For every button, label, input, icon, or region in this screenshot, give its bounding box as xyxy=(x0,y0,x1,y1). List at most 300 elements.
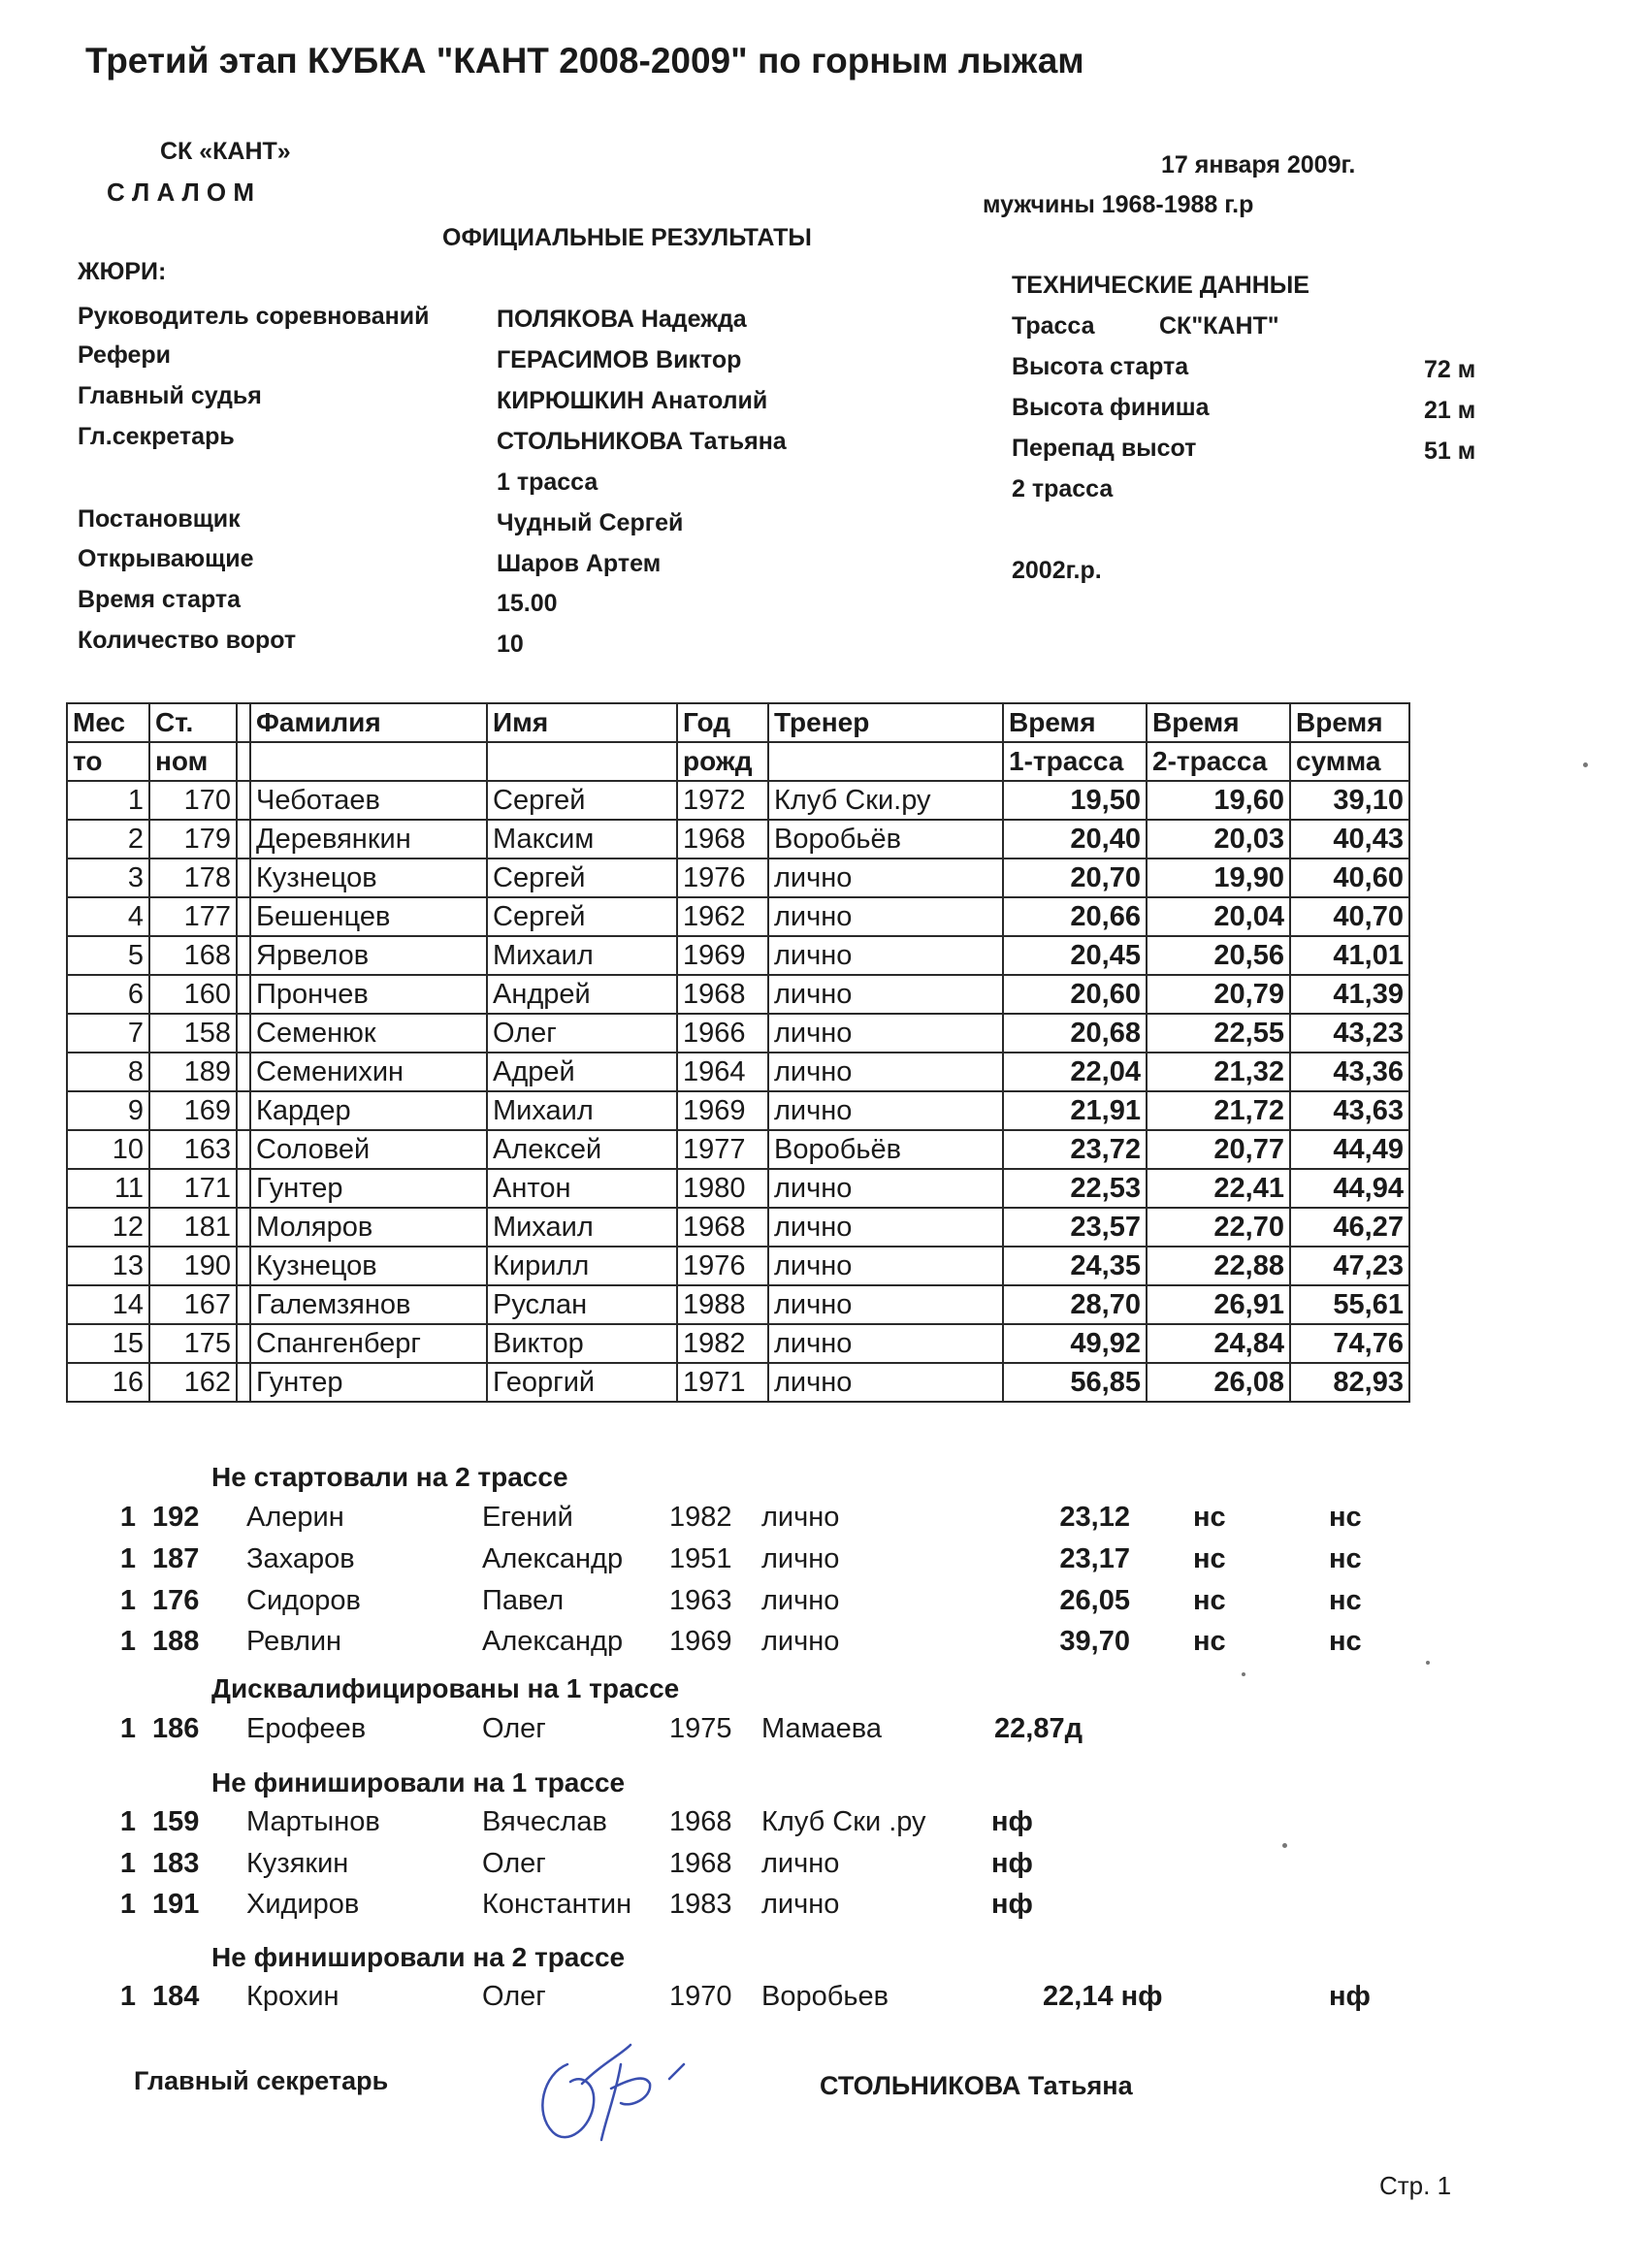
table-cell: 10 xyxy=(67,1130,149,1169)
table-row xyxy=(67,1091,1409,1130)
table-header-row xyxy=(67,703,1409,742)
table-cell: 1966 xyxy=(677,1014,768,1053)
section-cell: Егений xyxy=(482,1502,573,1533)
section-cell: 1969 xyxy=(669,1626,732,1657)
table-cell: Максим xyxy=(487,820,677,859)
table-row xyxy=(67,1363,1409,1402)
table-cell: Кузнецов xyxy=(250,1247,487,1285)
table-row xyxy=(67,1014,1409,1053)
track-label: Трасса xyxy=(1012,312,1095,340)
section-cell: 192 xyxy=(152,1502,200,1533)
section-cell: 1968 xyxy=(669,1806,732,1837)
table-cell: Гунтер xyxy=(250,1363,487,1402)
section-cell: 1968 xyxy=(669,1848,732,1879)
section-cell: Константин xyxy=(482,1889,632,1920)
scan-speck xyxy=(1426,1661,1430,1665)
table-cell: Сергей xyxy=(487,781,677,820)
official-results-heading: ОФИЦИАЛЬНЫЕ РЕЗУЛЬТАТЫ xyxy=(442,224,812,251)
section-row xyxy=(0,1889,1649,1929)
table-cell: Кардер xyxy=(250,1091,487,1130)
section-cell: Воробьев xyxy=(761,1981,889,2012)
section-cell: 1 xyxy=(119,1806,136,1837)
jury-label: Рефери xyxy=(78,341,172,369)
run2-label: 2 трасса xyxy=(1012,475,1114,502)
table-cell: лично xyxy=(768,1363,1003,1402)
section-cell: Олег xyxy=(482,1981,546,2012)
footer-secretary-label: Главный секретарь xyxy=(134,2066,389,2095)
table-cell: Соловей xyxy=(250,1130,487,1169)
table-cell: лично xyxy=(768,1208,1003,1247)
table-cell: 170 xyxy=(149,781,237,820)
section-row xyxy=(0,1981,1649,2022)
table-cell xyxy=(487,742,677,781)
table-cell: Георгий xyxy=(487,1363,677,1402)
scan-speck xyxy=(1282,1843,1287,1848)
table-cell: 20,79 xyxy=(1147,975,1290,1014)
table-row xyxy=(67,1247,1409,1285)
table-cell: 20,68 xyxy=(1003,1014,1147,1053)
table-cell: 4 xyxy=(67,897,149,936)
section-cell: 1 xyxy=(119,1626,136,1657)
page-number: Стр. 1 xyxy=(1379,2171,1452,2200)
section-cell: 188 xyxy=(152,1626,200,1657)
section-cell: 1 xyxy=(119,1981,136,2012)
table-cell: Галемзянов xyxy=(250,1285,487,1324)
table-cell: 43,36 xyxy=(1290,1053,1409,1091)
section-cell: нс xyxy=(1329,1626,1362,1657)
table-cell: лично xyxy=(768,1014,1003,1053)
table-cell: Чеботаев xyxy=(250,781,487,820)
table-cell: 43,63 xyxy=(1290,1091,1409,1130)
table-cell: 160 xyxy=(149,975,237,1014)
tech-value: 72 м xyxy=(1424,356,1476,383)
table-cell: 189 xyxy=(149,1053,237,1091)
jury-label: Главный судья xyxy=(78,382,262,409)
table-cell: 44,49 xyxy=(1290,1130,1409,1169)
table-cell: 20,40 xyxy=(1003,820,1147,859)
section-cell: 1 xyxy=(119,1543,136,1574)
table-cell: лично xyxy=(768,975,1003,1014)
table-row xyxy=(67,1324,1409,1363)
table-cell: Михаил xyxy=(487,1208,677,1247)
table-gap-cell xyxy=(237,1208,250,1247)
table-cell: 15 xyxy=(67,1324,149,1363)
table-cell: 1-трасса xyxy=(1003,742,1147,781)
table-row xyxy=(67,859,1409,897)
table-row xyxy=(67,1169,1409,1208)
table-cell: 7 xyxy=(67,1014,149,1053)
tech-label: Перепад высот xyxy=(1012,435,1197,462)
section-cell: 186 xyxy=(152,1713,200,1744)
table-cell: 1962 xyxy=(677,897,768,936)
table-cell: 44,94 xyxy=(1290,1169,1409,1208)
table-cell: Руслан xyxy=(487,1285,677,1324)
table-cell: 22,70 xyxy=(1147,1208,1290,1247)
table-cell: 20,04 xyxy=(1147,897,1290,936)
table-cell: 23,57 xyxy=(1003,1208,1147,1247)
section-cell: нс xyxy=(1193,1585,1226,1616)
table-cell: Гунтер xyxy=(250,1169,487,1208)
table-cell: 16 xyxy=(67,1363,149,1402)
section-cell: лично xyxy=(761,1848,840,1879)
section-cell: лично xyxy=(761,1889,840,1920)
section-cell: Олег xyxy=(482,1848,546,1879)
table-cell: 41,01 xyxy=(1290,936,1409,975)
section-cell: 1 xyxy=(119,1585,136,1616)
table-cell: 1976 xyxy=(677,859,768,897)
section-cell: 184 xyxy=(152,1981,200,2012)
table-cell xyxy=(237,703,250,742)
table-cell: Бешенцев xyxy=(250,897,487,936)
tech-value: 51 м xyxy=(1424,437,1476,465)
table-cell: 19,60 xyxy=(1147,781,1290,820)
section-cell: нс xyxy=(1329,1585,1362,1616)
section-cell: Хидиров xyxy=(246,1889,360,1920)
table-cell: лично xyxy=(768,897,1003,936)
section-cell: Алерин xyxy=(246,1502,344,1533)
table-cell: Имя xyxy=(487,703,677,742)
section-cell: нф xyxy=(991,1889,1033,1920)
table-cell: 24,84 xyxy=(1147,1324,1290,1363)
section-cell: Александр xyxy=(482,1543,624,1574)
section-row xyxy=(0,1502,1649,1542)
table-row xyxy=(67,936,1409,975)
table-cell: 5 xyxy=(67,936,149,975)
table-cell: 179 xyxy=(149,820,237,859)
tech-value: 21 м xyxy=(1424,397,1476,424)
section-cell: 1 xyxy=(119,1889,136,1920)
table-cell: Время xyxy=(1147,703,1290,742)
table-cell: Михаил xyxy=(487,1091,677,1130)
table-cell: 20,03 xyxy=(1147,820,1290,859)
table-gap-cell xyxy=(237,1091,250,1130)
section-heading: Не финишировали на 2 трассе xyxy=(211,1942,626,1972)
table-cell: лично xyxy=(768,1247,1003,1285)
section-cell: 22,14 нф xyxy=(1043,1981,1163,2012)
table-cell xyxy=(768,742,1003,781)
table-cell: Олег xyxy=(487,1014,677,1053)
table-cell: 1968 xyxy=(677,820,768,859)
table-cell: рожд xyxy=(677,742,768,781)
table-cell: 1 xyxy=(67,781,149,820)
table-cell: 47,23 xyxy=(1290,1247,1409,1285)
table-gap-cell xyxy=(237,859,250,897)
section-cell: Ревлин xyxy=(246,1626,342,1657)
jury-value: КИРЮШКИН Анатолий xyxy=(497,387,768,414)
table-row xyxy=(67,1285,1409,1324)
section-cell: лично xyxy=(761,1543,840,1574)
table-gap-cell xyxy=(237,1053,250,1091)
table-cell: Спангенберг xyxy=(250,1324,487,1363)
table-cell: 181 xyxy=(149,1208,237,1247)
section-cell: нф xyxy=(991,1848,1033,1879)
table-cell: 1964 xyxy=(677,1053,768,1091)
table-cell: 1980 xyxy=(677,1169,768,1208)
table-cell: Адрей xyxy=(487,1053,677,1091)
table-cell: 1976 xyxy=(677,1247,768,1285)
section-heading: Дисквалифицированы на 1 трассе xyxy=(211,1673,680,1703)
table-row xyxy=(67,897,1409,936)
table-cell: 171 xyxy=(149,1169,237,1208)
section-cell: 191 xyxy=(152,1889,200,1920)
table-cell: то xyxy=(67,742,149,781)
table-cell: 26,08 xyxy=(1147,1363,1290,1402)
section-cell: Крохин xyxy=(246,1981,340,2012)
section-cell: нф xyxy=(991,1806,1033,1837)
section-cell: Павел xyxy=(482,1585,565,1616)
table-cell: 1977 xyxy=(677,1130,768,1169)
jury-value: 15.00 xyxy=(497,590,558,617)
jury-value: 10 xyxy=(497,631,524,658)
jury-label: Количество ворот xyxy=(78,627,297,654)
table-cell: Мес xyxy=(67,703,149,742)
table-cell: 9 xyxy=(67,1091,149,1130)
table-cell: 6 xyxy=(67,975,149,1014)
table-cell: 190 xyxy=(149,1247,237,1285)
table-gap-cell xyxy=(237,936,250,975)
table-cell: Сергей xyxy=(487,897,677,936)
section-heading: Не стартовали на 2 трассе xyxy=(211,1462,568,1492)
table-cell: 167 xyxy=(149,1285,237,1324)
scan-speck xyxy=(1242,1672,1245,1676)
section-cell: 26,05 xyxy=(1059,1585,1130,1616)
jury-label: Руководитель соревнований xyxy=(78,303,430,330)
table-cell: 82,93 xyxy=(1290,1363,1409,1402)
section-cell: Кузякин xyxy=(246,1848,349,1879)
jury-label: Постановщик xyxy=(78,505,241,533)
section-cell: 1983 xyxy=(669,1889,732,1920)
table-cell: Антон xyxy=(487,1169,677,1208)
section-cell: Мамаева xyxy=(761,1713,883,1744)
section-cell: 1975 xyxy=(669,1713,732,1744)
table-cell: Тренер xyxy=(768,703,1003,742)
section-cell: 22,87д xyxy=(994,1713,1083,1744)
table-cell: 56,85 xyxy=(1003,1363,1147,1402)
table-cell: 175 xyxy=(149,1324,237,1363)
table-cell: 12 xyxy=(67,1208,149,1247)
table-cell: Время xyxy=(1003,703,1147,742)
table-cell: 21,72 xyxy=(1147,1091,1290,1130)
table-cell: Андрей xyxy=(487,975,677,1014)
table-gap-cell xyxy=(237,820,250,859)
section-cell: лично xyxy=(761,1626,840,1657)
section-cell: 159 xyxy=(152,1806,200,1837)
table-cell: 168 xyxy=(149,936,237,975)
table-cell: лично xyxy=(768,936,1003,975)
table-cell: 162 xyxy=(149,1363,237,1402)
table-cell: Ст. xyxy=(149,703,237,742)
table-cell: 1988 xyxy=(677,1285,768,1324)
table-cell: лично xyxy=(768,859,1003,897)
event-date: 17 января 2009г. xyxy=(1161,151,1356,178)
section-cell: Мартынов xyxy=(246,1806,380,1837)
results-table xyxy=(66,702,1410,1403)
table-cell: 11 xyxy=(67,1169,149,1208)
section-cell: Ерофеев xyxy=(246,1713,367,1744)
table-cell: 177 xyxy=(149,897,237,936)
jury-label: Гл.секретарь xyxy=(78,423,235,450)
table-cell: 40,43 xyxy=(1290,820,1409,859)
section-cell: 23,17 xyxy=(1059,1543,1130,1574)
table-cell: 40,60 xyxy=(1290,859,1409,897)
tech-label: Высота финиша xyxy=(1012,394,1210,421)
section-cell: нс xyxy=(1193,1543,1226,1574)
scan-speck xyxy=(1583,762,1588,767)
section-heading: Не финишировали на 1 трассе xyxy=(211,1767,626,1798)
section-cell: Сидоров xyxy=(246,1585,361,1616)
section-cell: 1 xyxy=(119,1502,136,1533)
section-row xyxy=(0,1585,1649,1626)
table-cell: Деревянкин xyxy=(250,820,487,859)
section-cell: Олег xyxy=(482,1713,546,1744)
table-cell: 1969 xyxy=(677,936,768,975)
table-cell: 1972 xyxy=(677,781,768,820)
table-cell: 46,27 xyxy=(1290,1208,1409,1247)
table-row xyxy=(67,781,1409,820)
jury-value: СТОЛЬНИКОВА Татьяна xyxy=(497,428,787,455)
table-cell: Год xyxy=(677,703,768,742)
section-row xyxy=(0,1543,1649,1584)
section-cell: 1951 xyxy=(669,1543,732,1574)
section-cell: 1963 xyxy=(669,1585,732,1616)
jury-value: Чудный Сергей xyxy=(497,509,684,536)
discipline-title: С Л А Л О М xyxy=(107,178,255,207)
section-cell: Захаров xyxy=(246,1543,355,1574)
section-cell: Александр xyxy=(482,1626,624,1657)
table-cell: Кузнецов xyxy=(250,859,487,897)
section-cell: 39,70 xyxy=(1059,1626,1130,1657)
table-cell: 20,56 xyxy=(1147,936,1290,975)
table-cell: 163 xyxy=(149,1130,237,1169)
table-row xyxy=(67,820,1409,859)
table-cell xyxy=(237,742,250,781)
section-cell: нс xyxy=(1193,1626,1226,1657)
table-cell: Кирилл xyxy=(487,1247,677,1285)
table-cell: 28,70 xyxy=(1003,1285,1147,1324)
section-cell: нф xyxy=(1329,1981,1371,2012)
table-cell: 8 xyxy=(67,1053,149,1091)
table-cell: 21,32 xyxy=(1147,1053,1290,1091)
table-cell: 49,92 xyxy=(1003,1324,1147,1363)
table-gap-cell xyxy=(237,781,250,820)
section-cell: лично xyxy=(761,1585,840,1616)
table-cell: лично xyxy=(768,1091,1003,1130)
table-cell: 41,39 xyxy=(1290,975,1409,1014)
table-cell: Прончев xyxy=(250,975,487,1014)
table-cell: 26,91 xyxy=(1147,1285,1290,1324)
table-cell: 23,72 xyxy=(1003,1130,1147,1169)
table-cell xyxy=(250,742,487,781)
table-gap-cell xyxy=(237,1324,250,1363)
section-row xyxy=(0,1713,1649,1754)
table-gap-cell xyxy=(237,1363,250,1402)
table-gap-cell xyxy=(237,1285,250,1324)
table-cell: Семенихин xyxy=(250,1053,487,1091)
table-cell: 1982 xyxy=(677,1324,768,1363)
footer-secretary-name: СТОЛЬНИКОВА Татьяна xyxy=(820,2071,1133,2100)
jury-value: ПОЛЯКОВА Надежда xyxy=(497,306,747,333)
table-cell: 178 xyxy=(149,859,237,897)
table-cell: 39,10 xyxy=(1290,781,1409,820)
table-cell: 74,76 xyxy=(1290,1324,1409,1363)
table-cell: 22,88 xyxy=(1147,1247,1290,1285)
section-cell: нс xyxy=(1329,1502,1362,1533)
table-cell: 2 xyxy=(67,820,149,859)
table-row xyxy=(67,1208,1409,1247)
section-cell: нс xyxy=(1193,1502,1226,1533)
table-cell: 21,91 xyxy=(1003,1091,1147,1130)
tech-heading: ТЕХНИЧЕСКИЕ ДАННЫЕ xyxy=(1012,272,1310,299)
table-gap-cell xyxy=(237,1247,250,1285)
table-cell: 20,60 xyxy=(1003,975,1147,1014)
table-cell: 22,53 xyxy=(1003,1169,1147,1208)
category-label: мужчины 1968-1988 г.р xyxy=(983,191,1254,218)
table-cell: Время xyxy=(1290,703,1409,742)
table-cell: ном xyxy=(149,742,237,781)
section-cell: 1970 xyxy=(669,1981,732,2012)
table-cell: Михаил xyxy=(487,936,677,975)
table-cell: 1969 xyxy=(677,1091,768,1130)
table-cell: 22,55 xyxy=(1147,1014,1290,1053)
document-title: Третий этап КУБКА "КАНТ 2008-2009" по горным лыжам xyxy=(85,41,1084,81)
table-cell: Виктор xyxy=(487,1324,677,1363)
table-cell: Фамилия xyxy=(250,703,487,742)
table-cell: 22,04 xyxy=(1003,1053,1147,1091)
table-cell: 20,66 xyxy=(1003,897,1147,936)
table-cell: 24,35 xyxy=(1003,1247,1147,1285)
table-gap-cell xyxy=(237,897,250,936)
tech-label: Высота старта xyxy=(1012,353,1189,380)
year-note: 2002г.р. xyxy=(1012,557,1102,584)
track-value: СК"КАНТ" xyxy=(1159,312,1279,340)
section-cell: 187 xyxy=(152,1543,200,1574)
table-cell: лично xyxy=(768,1053,1003,1091)
jury-value: Шаров Артем xyxy=(497,550,662,577)
section-cell: 1 xyxy=(119,1713,136,1744)
table-cell: 43,23 xyxy=(1290,1014,1409,1053)
table-row xyxy=(67,1053,1409,1091)
table-cell: Ярвелов xyxy=(250,936,487,975)
club-name: СК «КАНТ» xyxy=(160,138,291,165)
section-cell: лично xyxy=(761,1502,840,1533)
table-cell: 20,70 xyxy=(1003,859,1147,897)
table-gap-cell xyxy=(237,1169,250,1208)
run1-label: 1 трасса xyxy=(497,469,598,496)
table-cell: Семенюк xyxy=(250,1014,487,1053)
section-row xyxy=(0,1806,1649,1847)
jury-label: Открывающие xyxy=(78,545,254,572)
table-header-row xyxy=(67,742,1409,781)
table-cell: Воробьёв xyxy=(768,1130,1003,1169)
table-cell: 2-трасса xyxy=(1147,742,1290,781)
table-cell: 3 xyxy=(67,859,149,897)
signature-icon xyxy=(524,2025,718,2152)
section-cell: Вячеслав xyxy=(482,1806,607,1837)
table-cell: 20,45 xyxy=(1003,936,1147,975)
table-cell: лично xyxy=(768,1169,1003,1208)
section-cell: 23,12 xyxy=(1059,1502,1130,1533)
table-row xyxy=(67,975,1409,1014)
section-cell: 176 xyxy=(152,1585,200,1616)
table-cell: Сергей xyxy=(487,859,677,897)
table-cell: Моляров xyxy=(250,1208,487,1247)
table-cell: 19,50 xyxy=(1003,781,1147,820)
section-cell: нс xyxy=(1329,1543,1362,1574)
section-cell: Клуб Ски .ру xyxy=(761,1806,926,1837)
section-cell: 183 xyxy=(152,1848,200,1879)
table-cell: лично xyxy=(768,1324,1003,1363)
table-cell: 169 xyxy=(149,1091,237,1130)
